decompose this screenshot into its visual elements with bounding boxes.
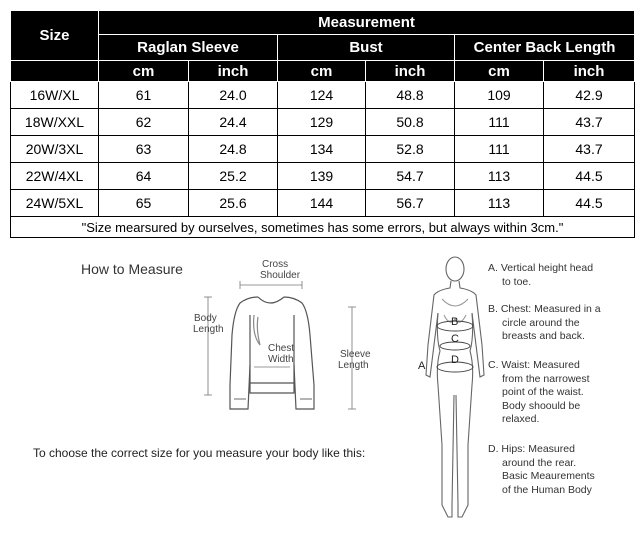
value-cell: 50.8	[366, 109, 455, 136]
unit-header-blank	[11, 61, 99, 82]
size-header: Size	[11, 11, 99, 61]
value-cell: 48.8	[366, 82, 455, 109]
body-length-label: Body	[194, 313, 217, 324]
value-cell: 25.2	[189, 163, 278, 190]
value-cell: 134	[278, 136, 366, 163]
unit-header: inch	[544, 61, 635, 82]
body-figure-diagram	[420, 255, 490, 540]
table-row	[11, 163, 635, 190]
value-cell: 111	[455, 136, 544, 163]
measure-guide	[0, 245, 644, 538]
note-line: Body shoould be	[502, 399, 581, 412]
group-header: Bust	[278, 35, 455, 61]
chest-width-label: Width	[268, 354, 294, 365]
unit-header: cm	[455, 61, 544, 82]
note-line: breasts and back.	[502, 330, 585, 342]
note-a	[488, 262, 593, 289]
value-cell: 64	[99, 163, 189, 190]
value-cell: 109	[455, 82, 544, 109]
value-cell: 124	[278, 82, 366, 109]
note-line: to toe.	[502, 275, 532, 288]
note-line: of the Human Body	[502, 483, 592, 496]
size-cell: 18W/XXL	[11, 109, 99, 136]
unit-header: inch	[189, 61, 278, 82]
note-line: circle around the	[502, 316, 580, 329]
note-c	[488, 359, 590, 427]
size-cell: 20W/3XL	[11, 136, 99, 163]
size-cell: 24W/5XL	[11, 190, 99, 217]
value-cell: 113	[455, 163, 544, 190]
group-header: Center Back Length	[455, 35, 635, 61]
table-row	[11, 82, 635, 109]
choose-size-instruction: To choose the correct size for you measure your body like this:	[33, 446, 366, 460]
unit-header: inch	[366, 61, 455, 82]
value-cell: 42.9	[544, 82, 635, 109]
cross-shoulder-label: Shoulder	[260, 270, 301, 281]
value-cell: 52.8	[366, 136, 455, 163]
body-length-label: Length	[193, 324, 224, 335]
value-cell: 43.7	[544, 136, 635, 163]
value-cell: 24.0	[189, 82, 278, 109]
table-row	[11, 109, 635, 136]
size-chart-table	[10, 10, 635, 238]
sleeve-length-label: Length	[338, 360, 369, 371]
unit-header: cm	[278, 61, 366, 82]
how-to-measure-title: How to Measure	[81, 261, 183, 277]
value-cell: 61	[99, 82, 189, 109]
cross-shoulder-label: Cross	[262, 259, 289, 270]
value-cell: 24.8	[189, 136, 278, 163]
marker-c: C	[451, 333, 459, 345]
note-line: B. Chest: Measured in a	[488, 303, 601, 315]
value-cell: 144	[278, 190, 366, 217]
unit-header: cm	[99, 61, 189, 82]
value-cell: 113	[455, 190, 544, 217]
note-line: point of the waist.	[502, 386, 584, 398]
chest-width-label: Chest	[268, 343, 295, 354]
marker-d: D	[451, 354, 459, 366]
sleeve-length-label: Sleeve	[340, 349, 371, 360]
value-cell: 62	[99, 109, 189, 136]
table-footnote: "Size mearsured by ourselves, sometimes has some errors, but always within 3cm."	[11, 217, 635, 238]
table-row	[11, 136, 635, 163]
marker-a: A	[418, 360, 426, 372]
group-header: Raglan Sleeve	[99, 35, 278, 61]
value-cell: 129	[278, 109, 366, 136]
value-cell: 111	[455, 109, 544, 136]
value-cell: 43.7	[544, 109, 635, 136]
note-d	[488, 443, 595, 497]
measurement-header: Measurement	[99, 11, 635, 35]
size-cell: 22W/4XL	[11, 163, 99, 190]
note-b	[488, 303, 601, 344]
value-cell: 25.6	[189, 190, 278, 217]
note-line: from the narrowest	[502, 372, 590, 385]
table-row	[11, 190, 635, 217]
note-line: Basic Meaurements	[502, 470, 595, 482]
value-cell: 139	[278, 163, 366, 190]
value-cell: 63	[99, 136, 189, 163]
note-line: A. Vertical height head	[488, 262, 594, 274]
marker-b: B	[451, 316, 459, 328]
value-cell: 56.7	[366, 190, 455, 217]
note-line: D. Hips: Measured	[488, 443, 575, 455]
note-line: around the rear.	[502, 456, 577, 469]
value-cell: 44.5	[544, 163, 635, 190]
value-cell: 24.4	[189, 109, 278, 136]
note-line: relaxed.	[502, 413, 540, 425]
note-line: C. Waist: Measured	[488, 359, 580, 371]
value-cell: 54.7	[366, 163, 455, 190]
value-cell: 65	[99, 190, 189, 217]
value-cell: 44.5	[544, 190, 635, 217]
size-cell: 16W/XL	[11, 82, 99, 109]
